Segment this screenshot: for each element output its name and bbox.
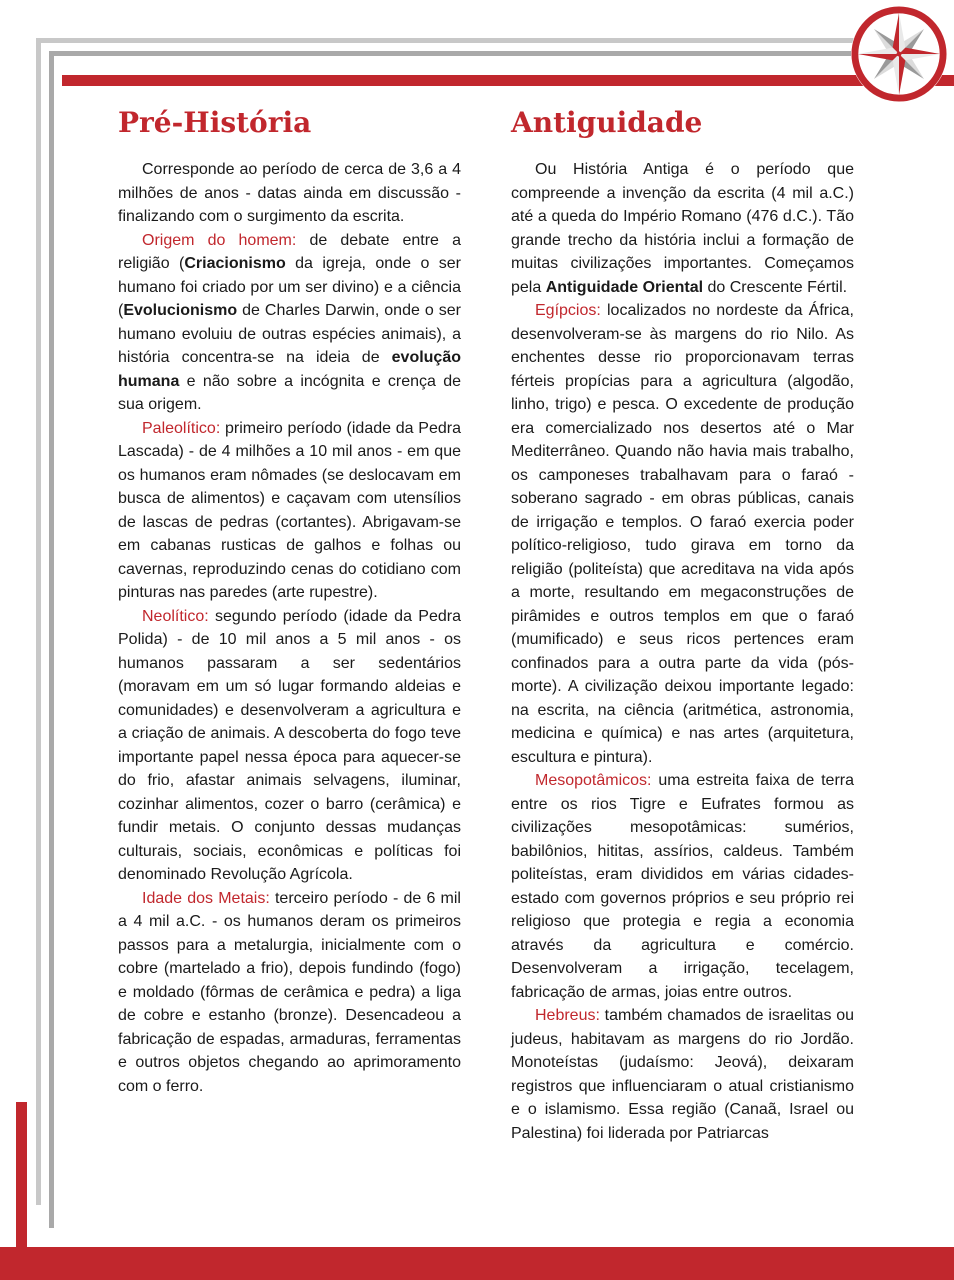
text-run: segundo período (idade da Pedra Polida) - de 10 mil anos a 5 mil anos - os humanos passaram a ser sedentários (moravam em um só lugar formando aldeias e comunidades) e desenvolveram a agricultura e a criação de animais. A descoberta do fogo teve importante papel nessa época para aquecer-se do frio, afastar animais selvagens, iluminar, cozinhar alimentos, cozer o barro (cerâmica) e fundir metais. O conjunto dessas mudanças culturais, sociais, econômicas e políticas foi denominado Revolução Agrícola. — [118, 607, 461, 883]
paragraph-list — [118, 158, 461, 1098]
text-run: da igreja, onde o ser humano foi criado por um ser divino) e a ciência ( — [118, 255, 461, 319]
text-run: Corresponde ao período de cerca de 3,6 a 4 milhões de anos - datas ainda em discussão - finalizando com o surgimento da escrita. — [118, 161, 461, 225]
paragraph — [511, 299, 854, 769]
section-heading-pre-historia: Pré-História — [118, 106, 312, 139]
paragraph — [511, 158, 854, 299]
column-antiguidade — [511, 106, 854, 1145]
paragraph — [118, 605, 461, 887]
column-pre-historia — [118, 106, 461, 1145]
section-heading-antiguidade: Antiguidade — [511, 106, 703, 139]
paragraph-lead: Paleolítico: — [142, 419, 226, 437]
paragraph — [511, 1004, 854, 1145]
paragraph-lead: Idade dos Metais: — [142, 889, 275, 907]
red-top-bar — [62, 75, 954, 86]
text-run: de debate entre a religião ( — [118, 231, 461, 272]
text-run: de Charles Darwin, onde o ser humano evoluiu de outras espécies animais), a história concentra-se na ideia de — [118, 302, 461, 366]
paragraph — [511, 769, 854, 1004]
frame-line-outer-top — [36, 38, 872, 43]
bold-term: Criacionismo — [184, 255, 286, 272]
text-run: uma estreita faixa de terra entre os rios Tigre e Eufrates formou as civilizações mesopotâmicas: sumérios, babilônios, hititas, assírios, caldeus. Também politeístas, eram divididos em várias cidades-estado com governos próprios e seu próprio rei religioso que protegia e regia a economia através da agricultura e comércio. Desenvolveram a irrigação, tecelagem, fabricação de armas, joias entre outros. — [511, 772, 854, 1001]
text-run: e não sobre a incógnita e crença de sua origem. — [118, 372, 461, 413]
paragraph-lead: Mesopotâmicos: — [535, 772, 659, 789]
text-run: do Crescente Fértil. — [703, 278, 848, 296]
paragraph — [118, 887, 461, 1099]
frame-line-inner-left — [49, 51, 54, 1228]
text-run: terceiro período - de 6 mil a 4 mil a.C. - os humanos deram os primeiros passos para a metalurgia, inicialmente com o cobre (martelado a frio), depois fundindo (fogo) e moldado (fôrmas de cerâmica e pedra) a liga de cobre e estanho (bronze). Desencadeou a fabricação de espadas, armaduras, ferramentas e outros objetos chegando ao aprimoramento com o ferro. — [118, 889, 461, 1095]
red-left-accent — [16, 1102, 27, 1247]
bold-term: Evolucionismo — [123, 302, 238, 319]
paragraph-lead: Origem do homem: — [142, 231, 310, 249]
paragraph — [118, 229, 461, 417]
bold-term: evolução humana — [118, 349, 461, 390]
compass-rose-icon — [850, 5, 948, 103]
frame-line-outer-left — [36, 38, 41, 1205]
paragraph-list — [511, 158, 854, 1145]
text-run: localizados no nordeste da África, desenvolveram-se às margens do rio Nilo. As enchentes desse rio proporcionavam terras férteis propícias para a agricultura (algodão, linho, trigo) e pesca. O excedente de produção era comercializado nos desertos até o Mar Mediterrâneo. Quando não havia mais trabalho, os camponeses trabalhavam para o faraó - soberano sagrado - em obras públicas, canais de irrigação e templos. O faraó exercia poder político-religioso, tudo girava em torno da religião (politeísta) que acreditava na vida após a morte, resultando em megaconstruções de pirâmides e outros templos em que o faraó (mumificado) e seus ricos pertences eram confinados para a outra parte da vida (pós-morte). A civilização deixou importante legado: na escrita, na ciência (aritmética, astronomia, medicina e química) e nas artes (arquitetura, escultura e pintura). — [511, 302, 854, 766]
text-run: primeiro período (idade da Pedra Lascada) - de 4 milhões a 10 mil anos - em que os humanos eram nômades (se deslocavam em busca de alimentos) e caçavam com utensílios de lascas de pedras (cortantes). Abrigavam-se em cabanas rusticas de galhos e folhas ou cavernas, reproduzindo cenas do cotidiano com pinturas nas paredes (arte rupestre). — [118, 419, 461, 601]
content-area — [118, 106, 854, 1145]
text-run: Ou História Antiga é o período que compreende a invenção da escrita (4 mil a.C.) até a queda do Império Romano (476 d.C.). Tão grande trecho da história inclui a formação de muitas civilizações importantes. Começamos pela — [511, 161, 854, 296]
paragraph — [118, 158, 461, 229]
paragraph-lead: Neolítico: — [142, 607, 216, 625]
text-run: também chamados de israelitas ou judeus, habitavam as margens do rio Jordão. Monoteístas (judaísmo: Jeová), deixaram registros que influenciaram o atual cristianismo e o islamismo. Essa região (Canaã, Israel ou Palestina) foi liderada por Patriarcas — [511, 1007, 854, 1142]
paragraph — [118, 417, 461, 605]
bold-term: Antiguidade Oriental — [545, 278, 704, 296]
paragraph-lead: Hebreus: — [535, 1007, 605, 1024]
footer-bar — [0, 1247, 954, 1280]
frame-line-inner-top — [49, 51, 858, 56]
paragraph-lead: Egípcios: — [535, 302, 607, 319]
